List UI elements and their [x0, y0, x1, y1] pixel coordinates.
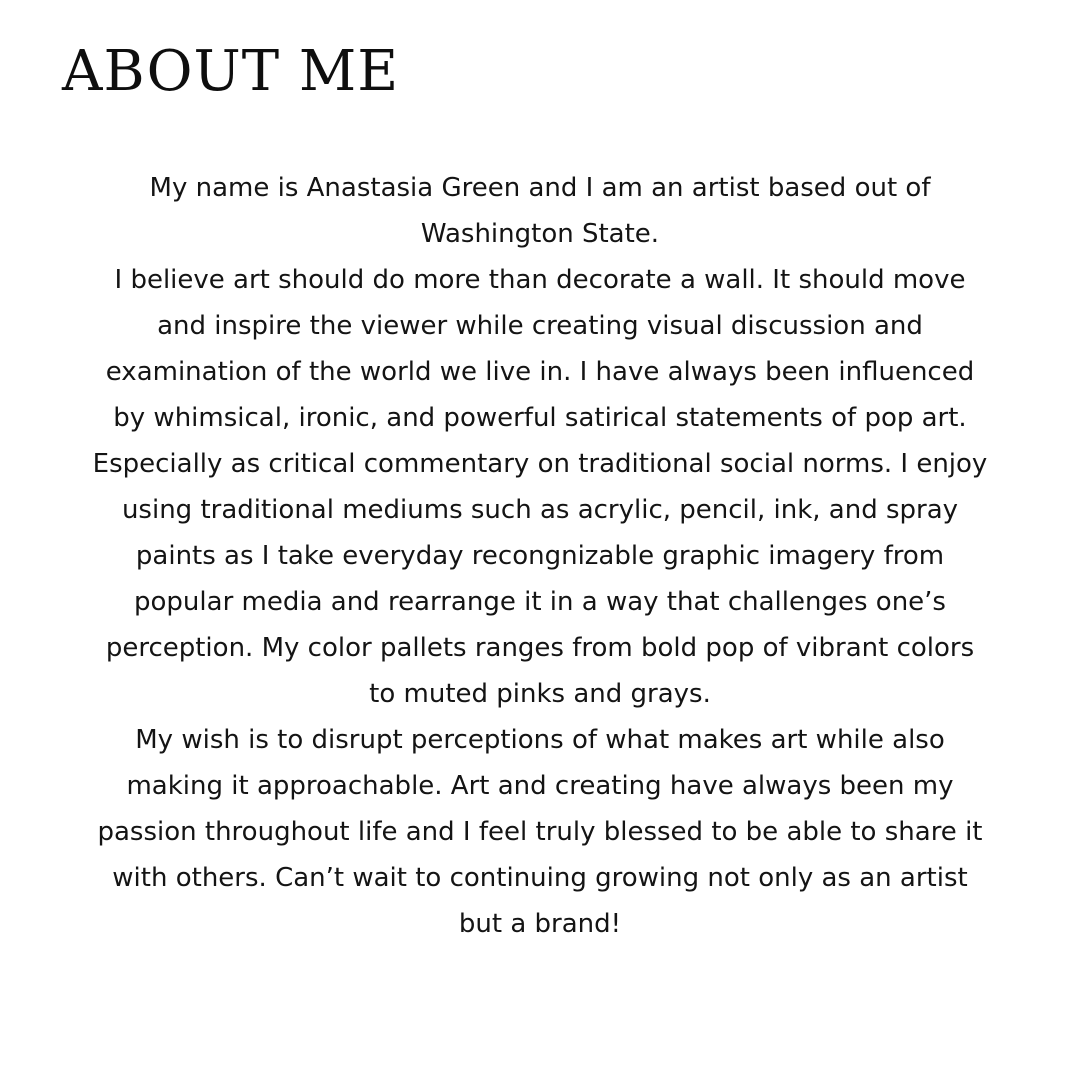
text-line: with others. Can’t wait to continuing growing not only as an artist [112, 863, 968, 893]
text-line: Washington State. [420, 219, 660, 249]
paragraph-intro [70, 165, 1010, 257]
text-line: popular media and rearrange it in a way that challenges one’s [134, 587, 946, 617]
paragraph-wish [70, 717, 1010, 947]
text-line: My name is Anastasia Green and I am an artist based out of [149, 173, 931, 203]
text-line: and inspire the viewer while creating visual discussion and [157, 311, 923, 341]
about-text [70, 165, 1010, 947]
text-line: paints as I take everyday recongnizable graphic imagery from [135, 541, 945, 571]
text-line: examination of the world we live in. I have always been influenced [105, 357, 975, 387]
page-title: ABOUT ME [62, 39, 400, 104]
paragraph-beliefs [70, 257, 1010, 717]
text-line: using traditional mediums such as acrylic, pencil, ink, and spray [121, 495, 959, 525]
text-line: passion throughout life and I feel truly blessed to be able to share it [97, 817, 983, 847]
text-line: by whimsical, ironic, and powerful satirical statements of pop art. [113, 403, 967, 433]
text-line: I believe art should do more than decorate a wall. It should move [114, 265, 966, 295]
text-line: to muted pinks and grays. [369, 679, 711, 709]
text-line: but a brand! [458, 909, 622, 939]
text-line: perception. My color pallets ranges from bold pop of vibrant colors [105, 633, 975, 663]
text-line: making it approachable. Art and creating have always been my [126, 771, 954, 801]
text-line: My wish is to disrupt perceptions of what makes art while also [135, 725, 945, 755]
text-line: Especially as critical commentary on traditional social norms. I enjoy [92, 449, 988, 479]
